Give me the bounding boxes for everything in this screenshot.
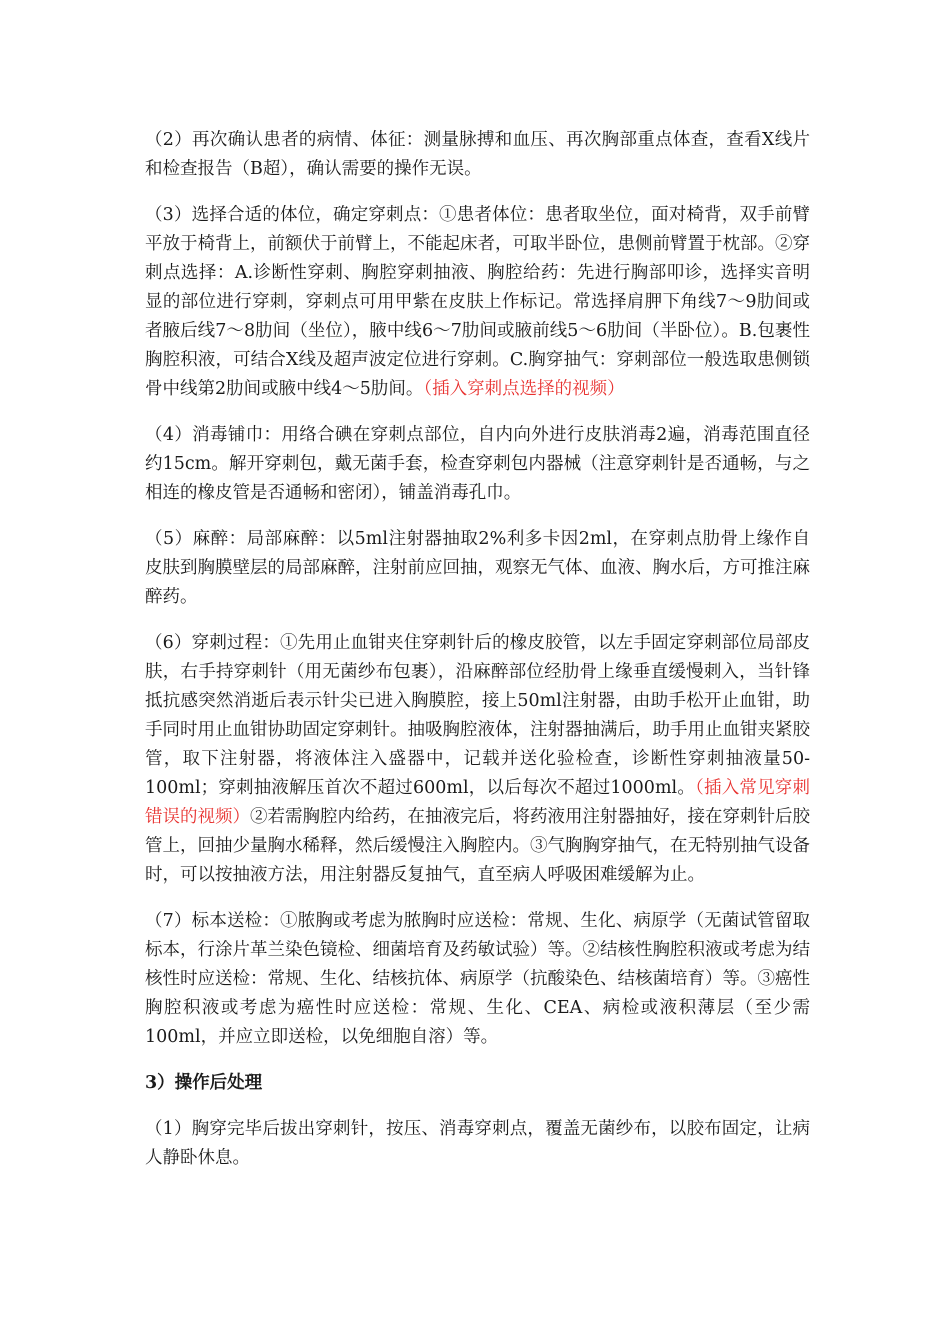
paragraph-text: （6）穿刺过程：①先用止血钳夹住穿刺针后的橡皮胶管，以左手固定穿刺部位局部皮肤，右手持穿刺针（用无菌纱布包裹），沿麻醉部位经肋骨上缘垂直缓慢刺入，当针锋抵抗感突然消逝后表示针尖已进入胸膜腔，接上50ml注射器，由助手松开止血钳，助手同时用止血钳协助固定穿刺针。抽吸胸腔液体，注射器抽满后，助手用止血钳夹紧胶管，取下注射器，将液体注入盛器中，记载并送化验检查，诊断性穿刺抽液量50-100ml；穿刺抽液解压首次不超过600ml，以后每次不超过1000ml。 bbox=[145, 633, 810, 798]
paragraph-text: （2）再次确认患者的病情、体征：测量脉搏和血压、再次胸部重点体查，查看X线片和检查报告（B超），确认需要的操作无误。 bbox=[145, 130, 810, 179]
video-placeholder-note: （插入常见穿刺错误的视频） bbox=[145, 778, 811, 827]
paragraph-text: （1）胸穿完毕后拔出穿刺针，按压、消毒穿刺点，覆盖无菌纱布，以胶布固定，让病人静卧休息。 bbox=[145, 1119, 810, 1168]
paragraph-step-3 bbox=[145, 201, 810, 404]
paragraph-step-2 bbox=[145, 126, 810, 184]
paragraph-step-4 bbox=[145, 421, 810, 508]
paragraph-post-1 bbox=[145, 1115, 810, 1173]
document-content bbox=[145, 126, 810, 1190]
video-placeholder-note: （插入穿刺点选择的视频） bbox=[423, 379, 625, 399]
paragraph-text: ②若需胸腔内给药，在抽液完后，将药液用注射器抽好，接在穿刺针后胶管上，回抽少量胸水稀释，然后缓慢注入胸腔内。③气胸胸穿抽气，在无特别抽气设备时，可以按抽液方法，用注射器反复抽气，直至病人呼吸困难缓解为止。 bbox=[145, 807, 810, 885]
paragraph-text: （5）麻醉：局部麻醉：以5ml注射器抽取2%利多卡因2ml，在穿刺点肋骨上缘作自皮肤到胸膜壁层的局部麻醉，注射前应回抽，观察无气体、血液、胸水后，方可推注麻醉药。 bbox=[145, 529, 810, 607]
paragraph-text: （3）选择合适的体位，确定穿刺点：①患者体位：患者取坐位，面对椅背，双手前臂平放于椅背上，前额伏于前臂上，不能起床者，可取半卧位，患侧前臂置于枕部。②穿刺点选择：A.诊断性穿刺、胸腔穿刺抽液、胸腔给药：先进行胸部叩诊，选择实音明显的部位进行穿刺，穿刺点可用甲紫在皮肤上作标记。常选择肩胛下角线7～9肋间或者腋后线7～8肋间（坐位），腋中线6～7肋间或腋前线5～6肋间（半卧位）。B.包裹性胸腔积液，可结合X线及超声波定位进行穿刺。C.胸穿抽气：穿刺部位一般选取患侧锁骨中线第2肋间或腋中线4～5肋间。 bbox=[145, 205, 810, 399]
paragraph-text: （7）标本送检：①脓胸或考虑为脓胸时应送检：常规、生化、病原学（无菌试管留取标本，行涂片革兰染色镜检、细菌培育及药敏试验）等。②结核性胸腔积液或考虑为结核性时应送检：常规、生化、结核抗体、病原学（抗酸染色、结核菌培育）等。③癌性胸腔积液或考虑为癌性时应送检：常规、生化、CEA、病检或液积薄层（至少需100ml，并应立即送检，以免细胞自溶）等。 bbox=[145, 911, 810, 1047]
paragraph-step-7 bbox=[145, 907, 810, 1052]
paragraph-text: （4）消毒铺巾：用络合碘在穿刺点部位，自内向外进行皮肤消毒2遍，消毒范围直径约15cm。解开穿刺包，戴无菌手套，检查穿刺包内器械（注意穿刺针是否通畅，与之相连的橡皮管是否通畅和密闭），铺盖消毒孔巾。 bbox=[145, 425, 810, 503]
paragraph-step-5 bbox=[145, 525, 810, 612]
paragraph-step-6 bbox=[145, 629, 810, 890]
section-heading: 3）操作后处理 bbox=[145, 1073, 263, 1093]
